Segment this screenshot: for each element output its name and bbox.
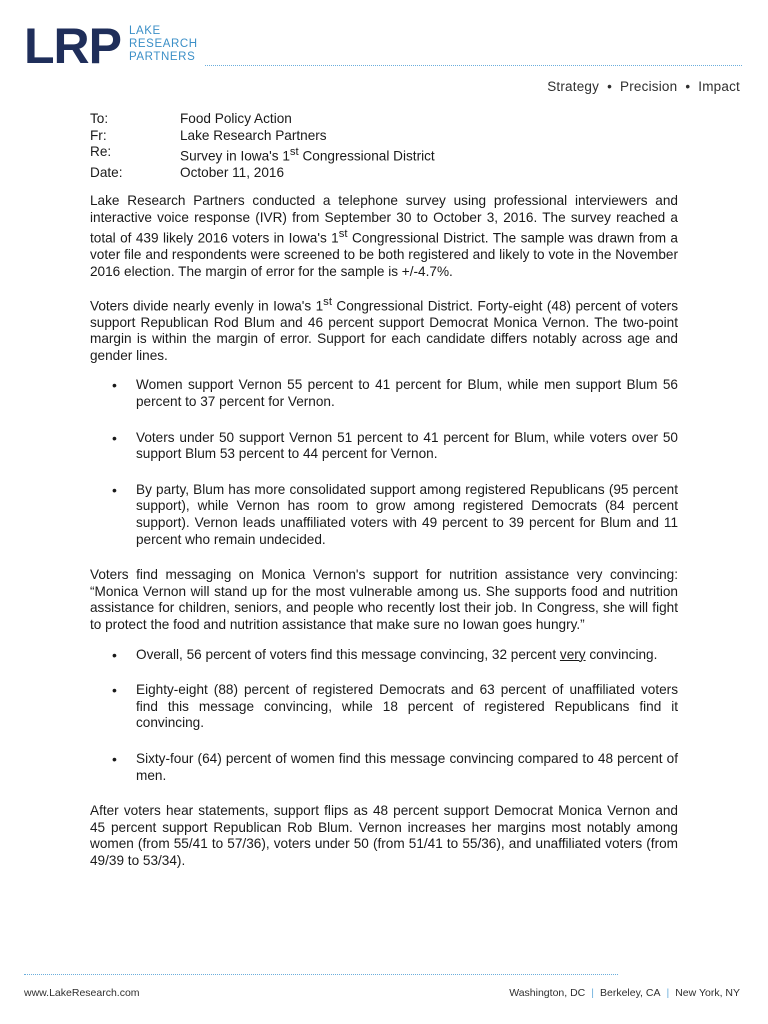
memo-to-row (90, 111, 435, 128)
list-item: • Sixty-four (64) percent of women find this message convincing compared to 48 percent of men. (136, 751, 678, 784)
paragraph-text: Congressional District. Forty-eight (48) percent of voters support Republican Rod Blum and 46 percent support Democrat Monica Vernon. The two-point margin is within the margin of error. Support for each candidate differs notably across age and gender lines. (90, 298, 678, 363)
list-item (136, 647, 678, 664)
tagline-item: Strategy (547, 79, 600, 94)
memo-header (90, 111, 435, 182)
paragraph: Voters find messaging on Monica Vernon's support for nutrition assistance very convincing: “Monica Vernon will stand up for the most vulnerable among us. She supports food and nutrition assistance for children, seniors, and people who recently lost their job. In Congress, she will fight to protect the food and nutrition assistance that make sure no Iowan goes hungry.” (90, 567, 678, 632)
paragraph-text: Voters divide nearly evenly in Iowa's 1 (90, 298, 324, 314)
superscript: st (338, 228, 348, 241)
list-item-text: Overall, 56 percent of voters find this message convincing, 32 percent (136, 646, 560, 662)
list-item: • By party, Blum has more consolidated support among registered Republicans (95 percent support), while Vernon has room to grow among registered Democrats (84 percent support). Vernon leads unaffiliated voters with 49 percent to 39 percent for Blum and 11 percent who remain undecided. (136, 482, 678, 548)
list-item: • Voters under 50 support Vernon 51 percent to 41 percent for Blum, while voters over 50 support Blum 53 percent to 44 percent for Vernon. (136, 430, 678, 463)
list-item-text: convincing. (585, 646, 658, 662)
paragraph-text: Lake Research Partners conducted a telephone survey using professional interviewers and interactive voice response (IVR) from September 30 to October 3, 2016. The survey reached a total of 439 likely 2016 voters in Iowa's 1 (90, 193, 678, 246)
company-logo (24, 18, 198, 74)
office-location: New York, NY (675, 987, 740, 999)
paragraph-text: Congressional District. The sample was drawn from a voter file and respondents were screened to be both registered and likely to vote in the November 2016 election. The margin of error for the sample is +/-4.7%. (90, 230, 678, 279)
logo-word: LAKE (129, 25, 161, 37)
footer-offices (509, 987, 740, 999)
tagline-item: Impact (698, 79, 740, 94)
memo-re-text: Survey in Iowa's 1 (180, 148, 290, 164)
paragraph (90, 294, 678, 365)
footer-divider (24, 974, 618, 975)
logo-word: RESEARCH (129, 38, 198, 50)
memo-value (180, 144, 435, 165)
underlined-text: very (559, 646, 586, 662)
logo-mark: LRP (24, 18, 121, 74)
paragraph: After voters hear statements, support flips as 48 percent support Democrat Monica Vernon and 45 percent support Republican Rob Blum. Vernon increases her margins most notably among women (from 55/41 to 57/36), voters under 50 (from 51/41 to 55/36), and unaffiliated voters (from 49/39 to 53/34). (90, 803, 678, 868)
memo-label: To: (90, 111, 109, 126)
footer-website-link[interactable]: www.LakeResearch.com (24, 987, 140, 999)
office-location: Berkeley, CA (599, 987, 661, 999)
memo-label: Re: (90, 144, 112, 159)
memo-re-text: Congressional District (298, 148, 435, 164)
superscript: st (323, 295, 332, 308)
memo-body (90, 193, 678, 882)
memo-label: Fr: (90, 127, 107, 143)
list-item: • Eighty-eight (88) percent of registered Democrats and 63 percent of unaffiliated voters find this message convincing, while 18 percent of registered Republicans find it convincing. (136, 682, 678, 732)
office-location: Washington, DC (509, 987, 586, 999)
tagline-separator: • (685, 79, 691, 94)
office-separator: | (666, 987, 670, 999)
bullet-list (90, 377, 678, 548)
office-separator: | (591, 987, 594, 999)
memo-label: Date: (90, 165, 123, 181)
header-divider (205, 65, 742, 66)
memo-from-row (90, 128, 435, 145)
memo-value: Lake Research Partners (180, 127, 327, 143)
superscript: st (289, 146, 299, 158)
memo-value: Food Policy Action (180, 111, 292, 126)
memo-re-row (90, 144, 435, 165)
memo-date-row (90, 165, 435, 182)
paragraph (90, 193, 678, 281)
tagline (547, 79, 740, 94)
tagline-item: Precision (620, 79, 678, 94)
tagline-separator: • (607, 79, 613, 94)
bullet-list (90, 647, 678, 785)
list-item: • Women support Vernon 55 percent to 41 percent for Blum, while men support Blum 56 percent to 37 percent for Vernon. (136, 377, 678, 410)
memo-value: October 11, 2016 (180, 165, 285, 181)
logo-word: PARTNERS (129, 51, 196, 63)
logo-wordmark (129, 25, 198, 64)
